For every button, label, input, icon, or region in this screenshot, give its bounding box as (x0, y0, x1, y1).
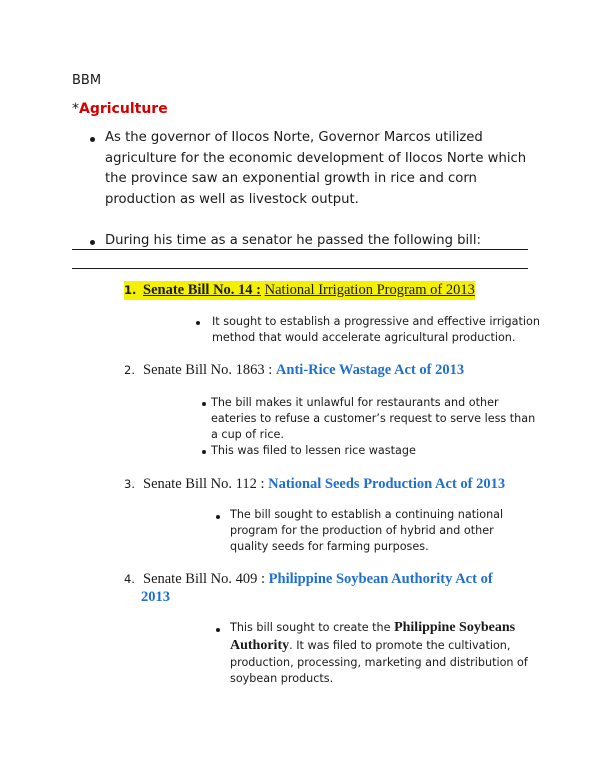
bill-number: 1. (124, 283, 137, 297)
bill-name-continued: 2013 (141, 589, 170, 605)
divider-line (72, 249, 528, 250)
bill-name: National Irrigation Program of 2013 (264, 282, 475, 298)
bullet-icon (202, 450, 206, 454)
bill-2-point-1 (211, 395, 535, 443)
bill-heading-3 (124, 476, 505, 493)
bullet-icon (196, 321, 200, 325)
text-run: This bill sought to create the (230, 621, 391, 634)
bill-heading-4 (124, 571, 493, 588)
intro-paragraph-1 (105, 128, 526, 210)
text-line: method that would accelerate agricultural production. (212, 331, 516, 344)
text-line: The bill sought to establish a continuing national (230, 508, 504, 521)
bill-prefix: Senate Bill No. 1863 : (143, 362, 273, 378)
bullet-icon (216, 515, 220, 519)
bill-name: Philippine Soybean Authority Act of (268, 571, 493, 587)
bill-name: National Seeds Production Act of 2013 (268, 476, 506, 492)
section-title-text: Agriculture (79, 101, 168, 117)
bullet-icon (216, 628, 220, 632)
text-line (230, 637, 530, 655)
bill-name: Anti-Rice Wastage Act of 2013 (275, 362, 465, 378)
section-title (72, 101, 168, 117)
text-line: program for the production of hybrid and other (230, 524, 494, 537)
divider-line (72, 268, 528, 269)
section-star: * (72, 101, 79, 117)
text-line: eateries to refuse a customer’s request to serve less than (211, 412, 536, 425)
text-line: a cup of rice. (211, 428, 284, 441)
bold-text: Authority (230, 638, 290, 653)
bill-prefix: Senate Bill No. 112 : (143, 476, 265, 492)
text-line: soybean products. (230, 672, 334, 685)
bill-number: 2. (124, 363, 135, 377)
text-line: the province saw an exponential growth in rice and corn (105, 171, 477, 186)
text-line: As the governor of Ilocos Norte, Governor Marcos utilized (105, 130, 483, 145)
bill-prefix: Senate Bill No. 409 : (143, 571, 266, 587)
bold-text: Philippine Soybeans (394, 620, 516, 635)
text-line: production as well as livestock output. (105, 191, 359, 207)
bill-3-point-1 (230, 507, 503, 555)
bill-number: 3. (124, 477, 135, 491)
bill-1-point-1 (212, 314, 540, 346)
text-line: The bill makes it unlawful for restaurants and other (211, 396, 499, 409)
intro-paragraph-2: During his time as a senator he passed the following bill: (105, 233, 481, 248)
bullet-icon (90, 137, 95, 142)
text-line: agriculture for the economic development of Ilocos Norte which (105, 150, 527, 166)
header-label: BBM (72, 73, 102, 88)
text-line: It sought to establish a progressive and effective irrigation (212, 315, 540, 328)
bill-4-point-1 (230, 619, 530, 687)
bill-2-point-2: This was filed to lessen rice wastage (211, 444, 416, 457)
text-line: production, processing, marketing and distribution of (230, 656, 528, 669)
text-run: . It was filed to promote the cultivation, (289, 639, 511, 652)
bullet-icon (90, 240, 95, 245)
bill-heading-1 (124, 282, 475, 299)
bill-heading-2 (124, 362, 464, 379)
text-line: quality seeds for farming purposes. (230, 540, 429, 553)
text-line (230, 619, 530, 637)
bill-prefix: Senate Bill No. 14 : (143, 282, 262, 298)
bill-number: 4. (124, 572, 135, 586)
bullet-icon (202, 402, 206, 406)
